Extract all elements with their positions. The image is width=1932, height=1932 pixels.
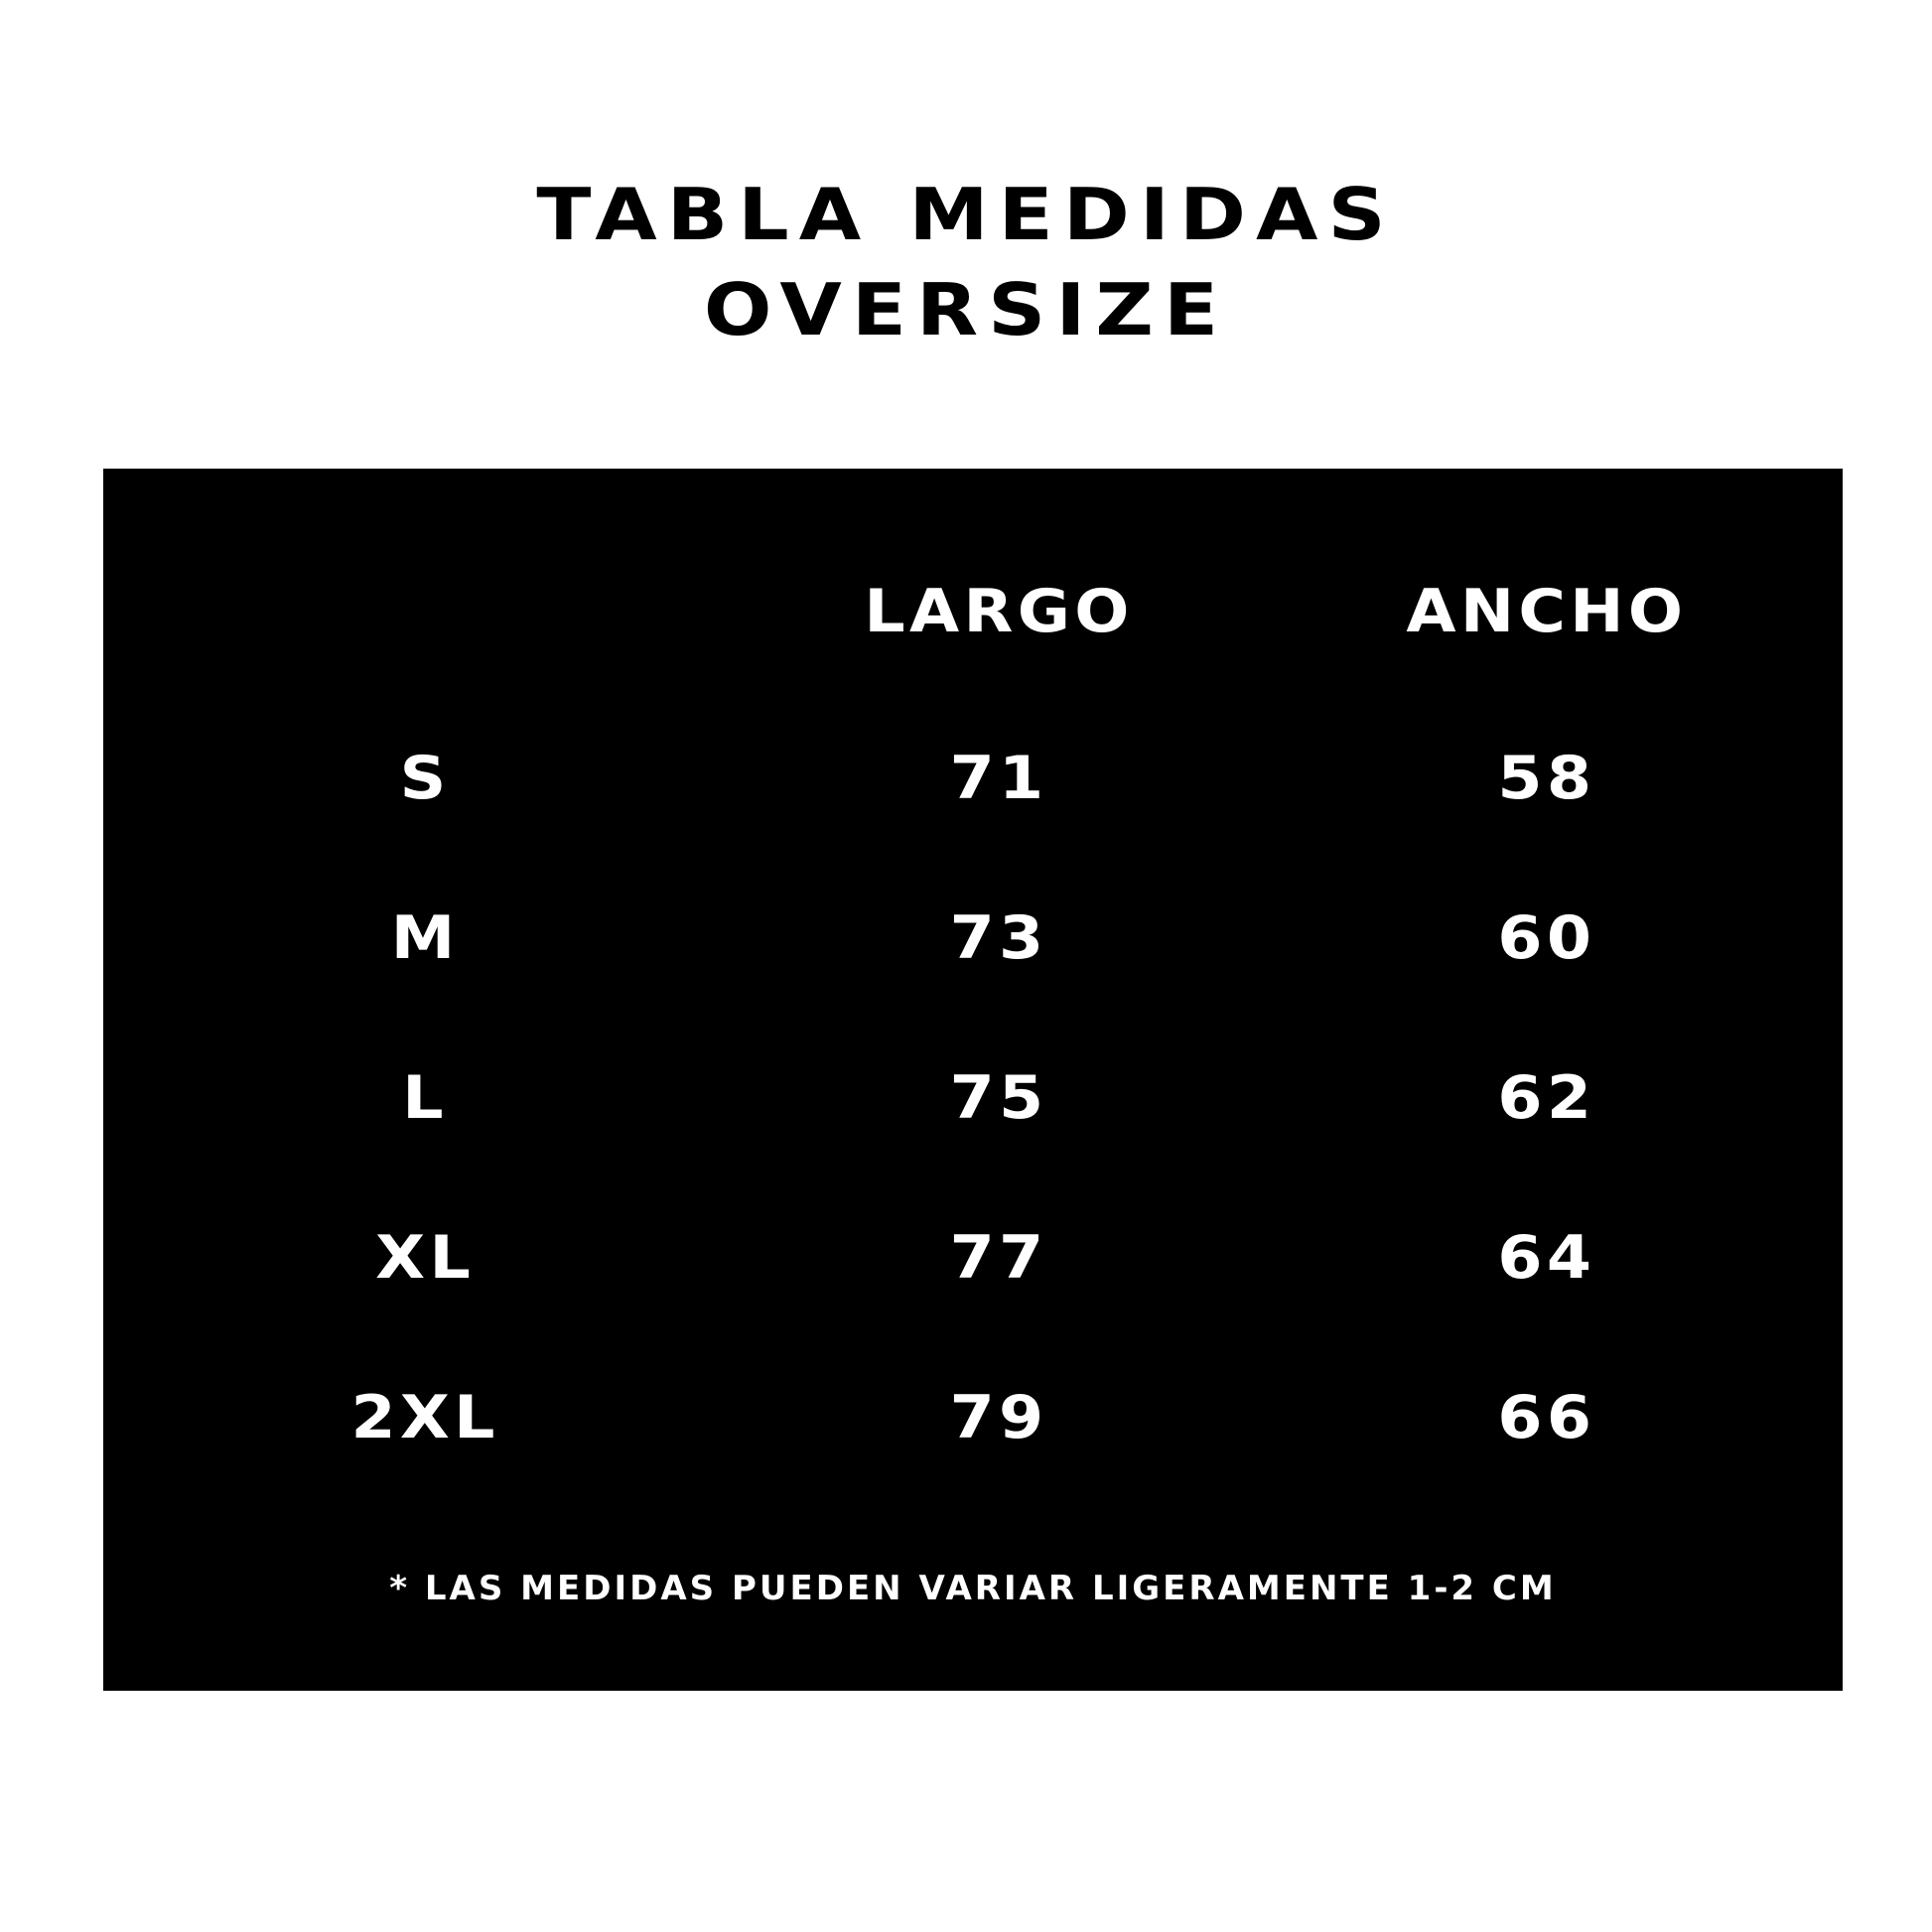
largo-value: 71 <box>949 743 1048 813</box>
ancho-value: 58 <box>1497 743 1596 813</box>
column-header-largo: LARGO <box>864 576 1134 646</box>
table-row <box>103 1337 1843 1497</box>
table-row <box>103 858 1843 1018</box>
table-row <box>103 1177 1843 1337</box>
largo-value: 79 <box>949 1382 1048 1452</box>
ancho-value: 60 <box>1497 902 1596 973</box>
page-title-line1: TABLA MEDIDAS <box>536 173 1396 256</box>
largo-value: 73 <box>949 902 1048 973</box>
column-header-ancho: ANCHO <box>1406 576 1688 646</box>
table-row <box>103 1018 1843 1177</box>
size-label: 2XL <box>350 1382 499 1452</box>
table-footnote: * LAS MEDIDAS PUEDEN VARIAR LIGERAMENTE 1-2 CM <box>389 1569 1557 1608</box>
size-label: S <box>399 743 451 813</box>
page-title-line2: OVERSIZE <box>703 268 1229 351</box>
ancho-value: 62 <box>1497 1062 1596 1133</box>
size-label: XL <box>375 1222 476 1293</box>
page-title <box>0 167 1932 357</box>
table-row <box>103 698 1843 858</box>
largo-value: 75 <box>949 1062 1048 1133</box>
size-label: M <box>390 902 460 973</box>
size-table-panel <box>103 469 1843 1691</box>
ancho-value: 64 <box>1497 1222 1596 1293</box>
ancho-value: 66 <box>1497 1382 1596 1452</box>
size-label: L <box>402 1062 448 1133</box>
largo-value: 77 <box>949 1222 1048 1293</box>
table-header-row <box>103 524 1843 698</box>
